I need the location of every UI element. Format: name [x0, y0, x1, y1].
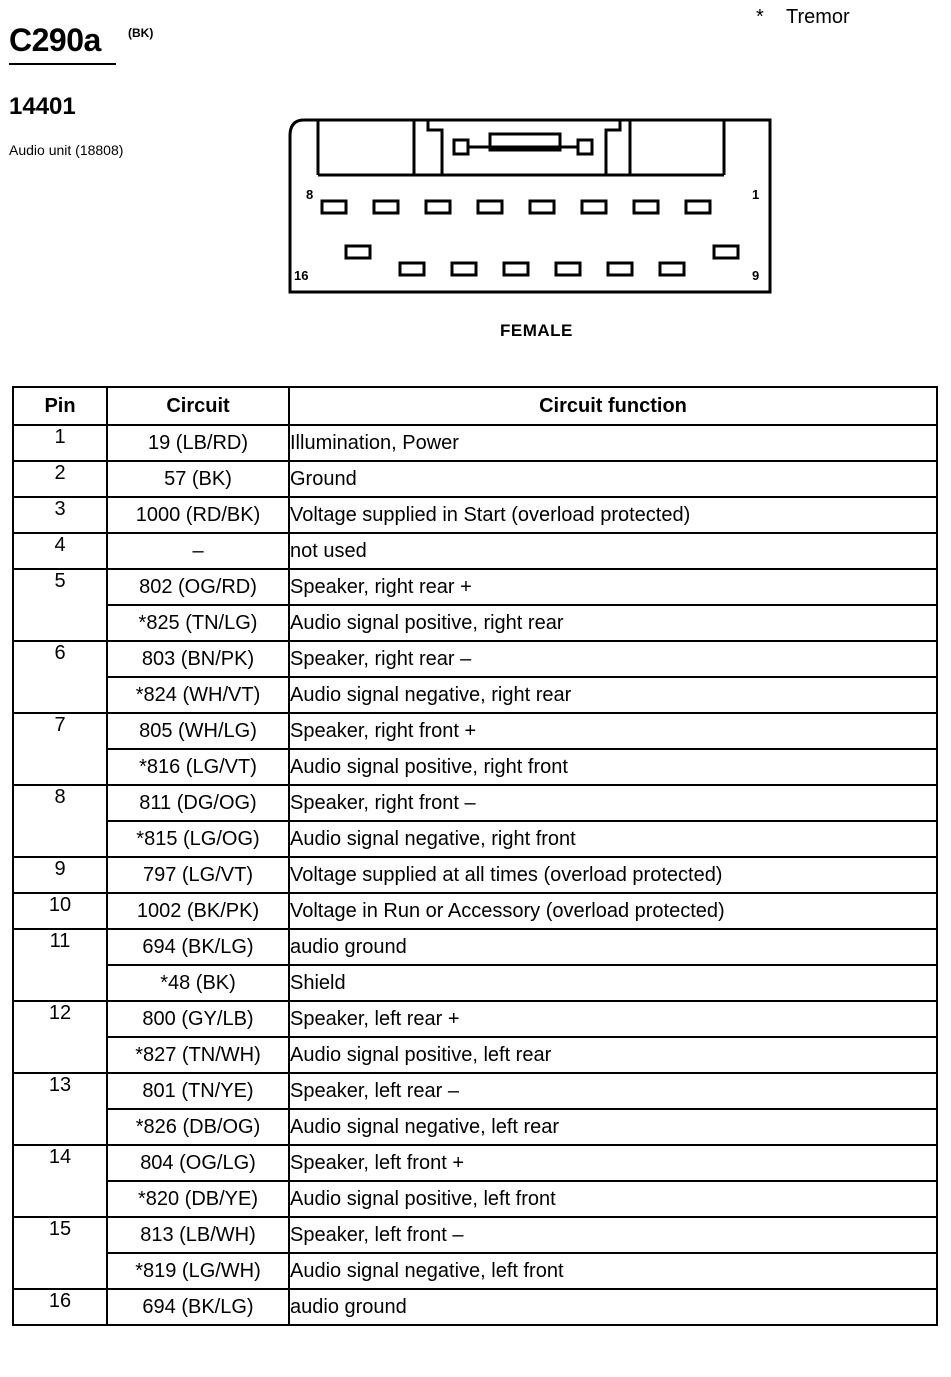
footnote — [756, 6, 850, 29]
pin-number: 14 — [13, 1145, 107, 1217]
table-row — [13, 677, 937, 713]
footnote-text: Tremor — [786, 6, 850, 28]
pin-number: 1 — [13, 425, 107, 461]
cavity-label-8: 8 — [306, 187, 314, 202]
circuit-function: Audio signal negative, right rear — [289, 677, 937, 713]
circuit-code: 811 (DG/OG) — [107, 785, 289, 821]
circuit-function: Voltage in Run or Accessory (overload protected) — [289, 893, 937, 929]
cavity-label-1: 1 — [752, 187, 760, 202]
table-row — [13, 857, 937, 893]
top-row-cavities — [322, 201, 710, 213]
circuit-code: 801 (TN/YE) — [107, 1073, 289, 1109]
circuit-code: *825 (TN/LG) — [107, 605, 289, 641]
circuit-function: not used — [289, 533, 937, 569]
circuit-function: Speaker, right rear – — [289, 641, 937, 677]
circuit-code: *820 (DB/YE) — [107, 1181, 289, 1217]
circuit-function: Speaker, left front + — [289, 1145, 937, 1181]
cavity-label-16: 16 — [294, 268, 309, 283]
pin-number: 4 — [13, 533, 107, 569]
cavity-label-9: 9 — [752, 268, 760, 283]
pin-number: 11 — [13, 929, 107, 1001]
circuit-function: Audio signal negative, right front — [289, 821, 937, 857]
circuit-function: Illumination, Power — [289, 425, 937, 461]
table-row — [13, 893, 937, 929]
footnote-symbol: * — [756, 6, 764, 28]
circuit-function: Voltage supplied at all times (overload protected) — [289, 857, 937, 893]
pin-number: 10 — [13, 893, 107, 929]
table-row — [13, 497, 937, 533]
pin-number: 5 — [13, 569, 107, 641]
pin-number: 12 — [13, 1001, 107, 1073]
circuit-function: audio ground — [289, 929, 937, 965]
circuit-code: 1000 (RD/BK) — [107, 497, 289, 533]
circuit-code: 57 (BK) — [107, 461, 289, 497]
connector-face-diagram — [280, 100, 780, 300]
circuit-code: 19 (LB/RD) — [107, 425, 289, 461]
connector-view-label: FEMALE — [500, 321, 573, 340]
circuit-code: 694 (BK/LG) — [107, 929, 289, 965]
table-row — [13, 1073, 937, 1109]
pin-number: 8 — [13, 785, 107, 857]
table-row — [13, 461, 937, 497]
circuit-function: Audio signal positive, left rear — [289, 1037, 937, 1073]
table-row — [13, 569, 937, 605]
header-circuit: Circuit — [107, 387, 289, 425]
part-number: 14401 — [9, 93, 76, 120]
connector-title: C290a — [9, 22, 101, 58]
part-description: Audio unit (18808) — [9, 142, 124, 158]
table-row — [13, 1109, 937, 1145]
table-row — [13, 821, 937, 857]
circuit-code: *827 (TN/WH) — [107, 1037, 289, 1073]
pin-number: 15 — [13, 1217, 107, 1289]
pin-number: 9 — [13, 857, 107, 893]
circuit-code: – — [107, 533, 289, 569]
circuit-function: Speaker, left rear – — [289, 1073, 937, 1109]
circuit-code: 805 (WH/LG) — [107, 713, 289, 749]
circuit-function: audio ground — [289, 1289, 937, 1325]
bottom-row-cavities — [346, 246, 738, 275]
circuit-function: Speaker, right rear + — [289, 569, 937, 605]
header-circuit-function: Circuit function — [289, 387, 937, 425]
connector-color-code: (BK) — [128, 26, 154, 40]
circuit-function: Audio signal positive, left front — [289, 1181, 937, 1217]
circuit-function: Shield — [289, 965, 937, 1001]
circuit-code: 1002 (BK/PK) — [107, 893, 289, 929]
table-row — [13, 1001, 937, 1037]
circuit-function: Speaker, left front – — [289, 1217, 937, 1253]
pin-number: 3 — [13, 497, 107, 533]
circuit-code: *819 (LG/WH) — [107, 1253, 289, 1289]
circuit-code: *48 (BK) — [107, 965, 289, 1001]
table-row — [13, 713, 937, 749]
circuit-code: 813 (LB/WH) — [107, 1217, 289, 1253]
circuit-function: Audio signal positive, right front — [289, 749, 937, 785]
circuit-code: 803 (BN/PK) — [107, 641, 289, 677]
table-row — [13, 1253, 937, 1289]
circuit-code: 802 (OG/RD) — [107, 569, 289, 605]
table-row — [13, 533, 937, 569]
circuit-function: Voltage supplied in Start (overload protected) — [289, 497, 937, 533]
table-row — [13, 425, 937, 461]
table-row — [13, 1181, 937, 1217]
circuit-code: *816 (LG/VT) — [107, 749, 289, 785]
table-header-row — [13, 387, 937, 425]
title-underline — [9, 63, 116, 65]
pin-number: 6 — [13, 641, 107, 713]
circuit-code: 797 (LG/VT) — [107, 857, 289, 893]
table-row — [13, 929, 937, 965]
table-row — [13, 1289, 937, 1325]
pin-number: 7 — [13, 713, 107, 785]
circuit-function: Audio signal positive, right rear — [289, 605, 937, 641]
circuit-code: *826 (DB/OG) — [107, 1109, 289, 1145]
table-row — [13, 785, 937, 821]
table-row — [13, 605, 937, 641]
circuit-code: 800 (GY/LB) — [107, 1001, 289, 1037]
table-row — [13, 965, 937, 1001]
circuit-function: Ground — [289, 461, 937, 497]
pin-number: 16 — [13, 1289, 107, 1325]
circuit-code: 804 (OG/LG) — [107, 1145, 289, 1181]
table-row — [13, 749, 937, 785]
circuit-function: Audio signal negative, left front — [289, 1253, 937, 1289]
table-row — [13, 1217, 937, 1253]
circuit-code: 694 (BK/LG) — [107, 1289, 289, 1325]
pin-number: 2 — [13, 461, 107, 497]
pinout-table — [12, 386, 938, 1326]
table-row — [13, 641, 937, 677]
circuit-function: Speaker, right front + — [289, 713, 937, 749]
table-row — [13, 1037, 937, 1073]
circuit-code: *815 (LG/OG) — [107, 821, 289, 857]
circuit-code: *824 (WH/VT) — [107, 677, 289, 713]
circuit-function: Speaker, right front – — [289, 785, 937, 821]
header-pin: Pin — [13, 387, 107, 425]
pin-number: 13 — [13, 1073, 107, 1145]
circuit-function: Audio signal negative, left rear — [289, 1109, 937, 1145]
circuit-function: Speaker, left rear + — [289, 1001, 937, 1037]
table-row — [13, 1145, 937, 1181]
